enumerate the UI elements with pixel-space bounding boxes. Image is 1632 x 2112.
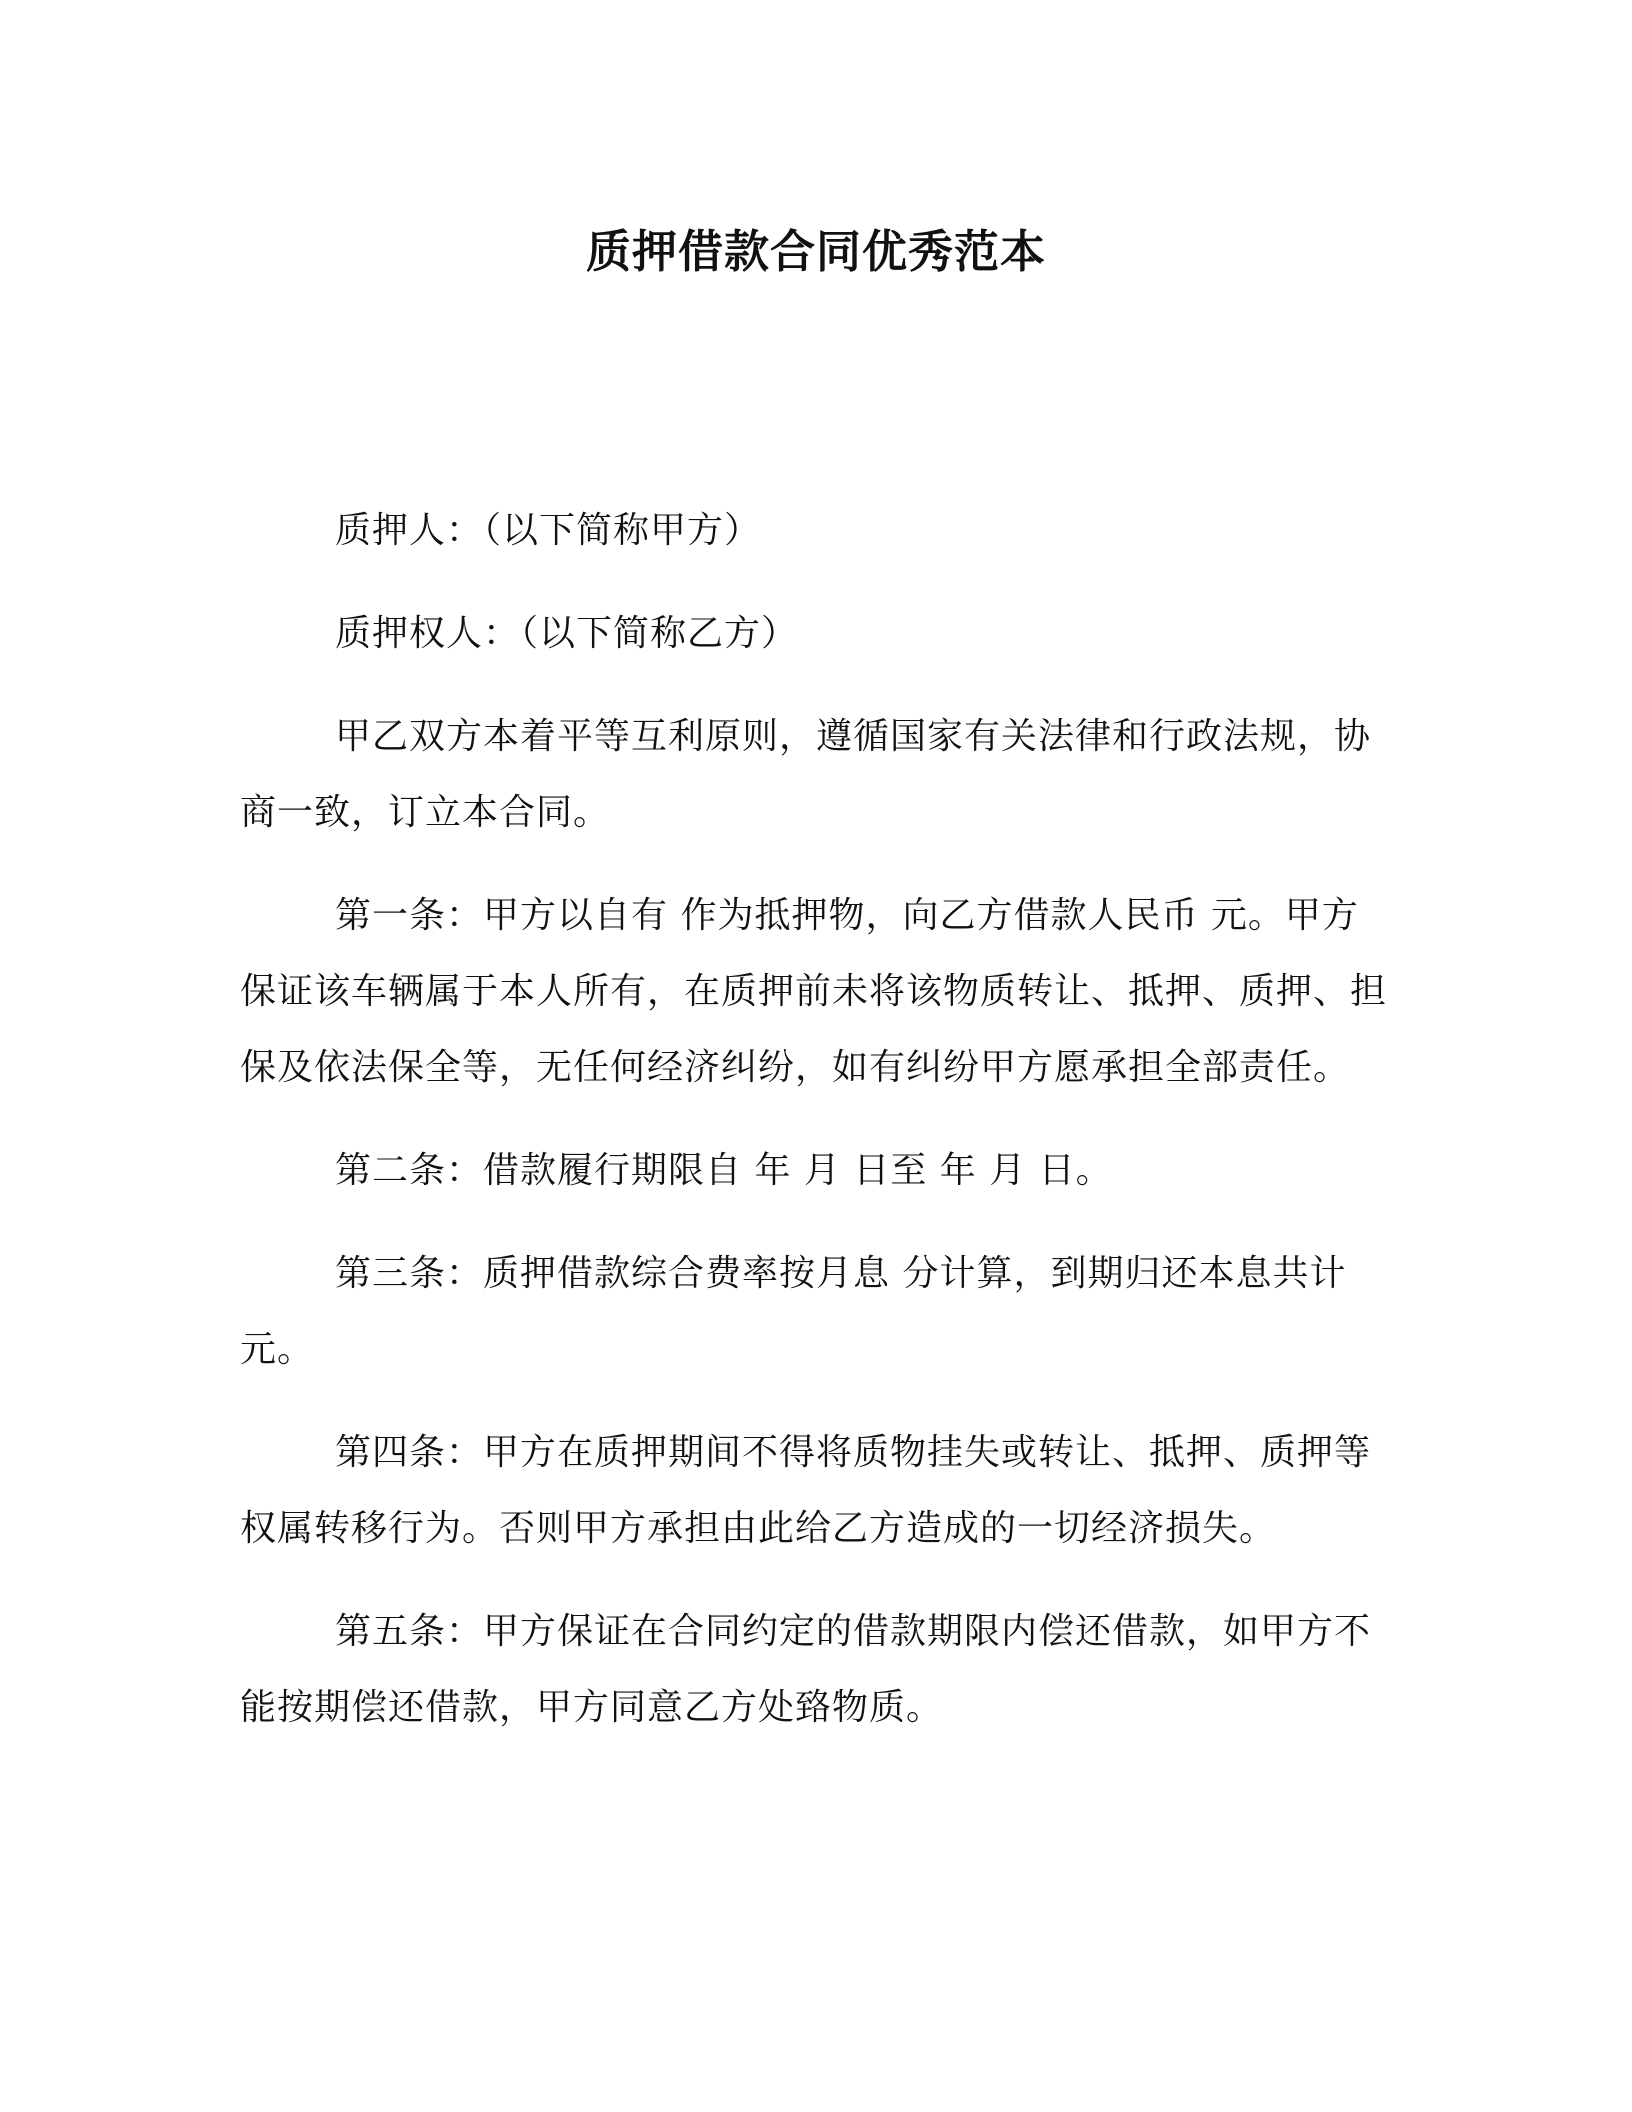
pledgee-line: 质押权人：（以下简称乙方） bbox=[335, 613, 799, 654]
preamble-paragraph: 甲乙双方本着平等互利原则，遵循国家有关法律和行政法规，协商一致，订立本合同。 bbox=[240, 716, 1372, 833]
article-4: 第四条：甲方在质押期间不得将质物挂失或转让、抵押、质押等权属转移行为。否则甲方承担由此给乙方造成的一切经济损失。 bbox=[240, 1432, 1372, 1549]
pledgor-line: 质押人：（以下简称甲方） bbox=[335, 510, 762, 551]
document-body bbox=[240, 493, 1390, 1773]
article-5: 第五条：甲方保证在合同约定的借款期限内偿还借款，如甲方不能按期偿还借款，甲方同意乙方处臵物质。 bbox=[240, 1611, 1372, 1728]
document-title: 质押借款合同优秀范本 bbox=[585, 225, 1046, 278]
article-2: 第二条：借款履行期限自 年 月 日至 年 月 日。 bbox=[335, 1150, 1113, 1191]
article-1: 第一条：甲方以自有 作为抵押物，向乙方借款人民币 元。甲方保证该车辆属于本人所有，在质押前未将该物质转让、抵押、质押、担保及依法保全等，无任何经济纠纷，如有纠纷甲方愿承担全部责任。 bbox=[240, 895, 1388, 1088]
article-3: 第三条：质押借款综合费率按月息 分计算，到期归还本息共计 元。 bbox=[240, 1253, 1347, 1370]
